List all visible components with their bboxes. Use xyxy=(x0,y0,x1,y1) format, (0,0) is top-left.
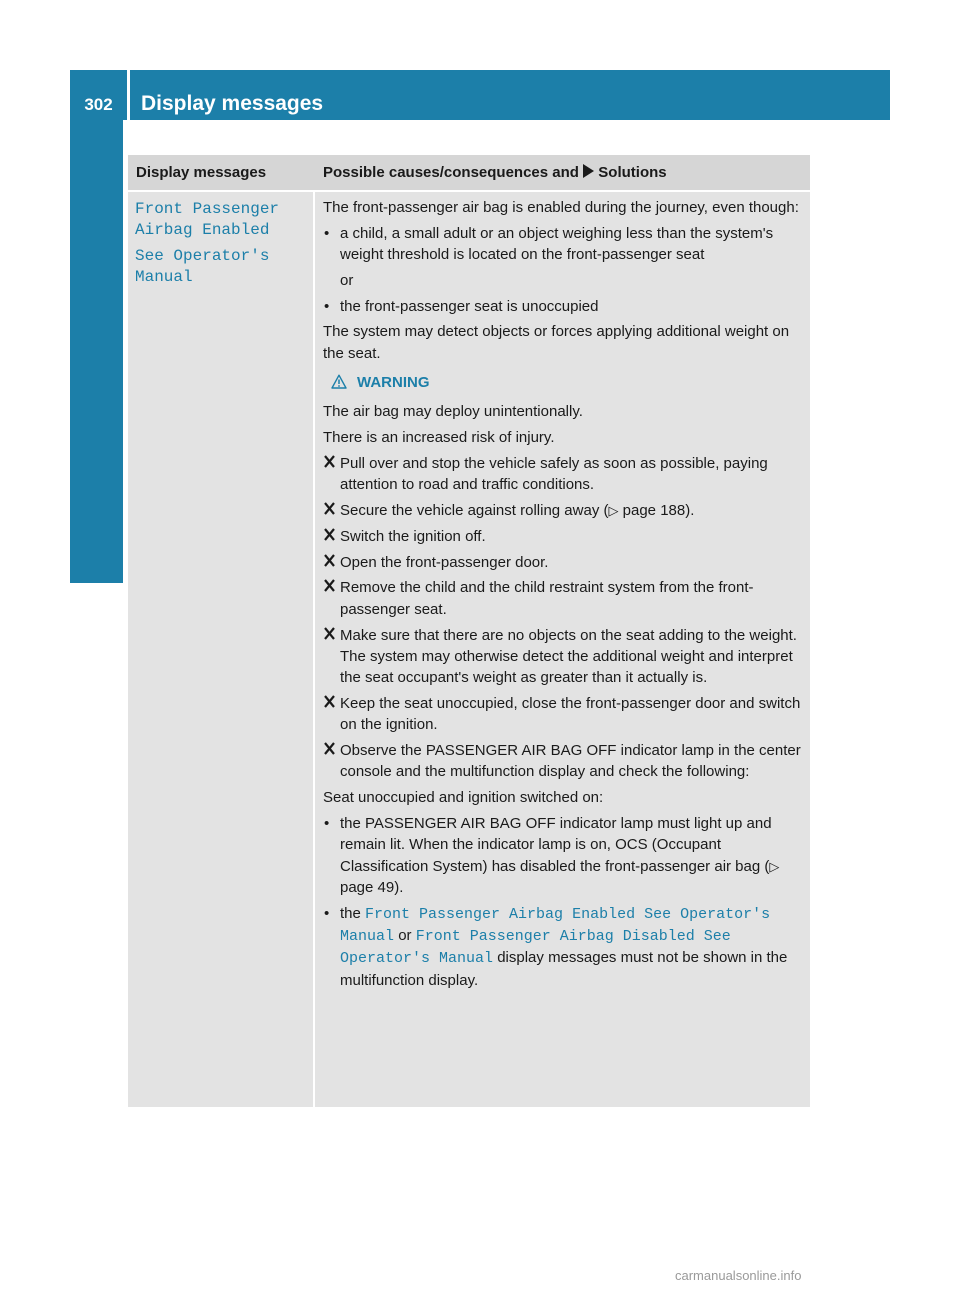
warning-text: The air bag may deploy unintentionally. xyxy=(323,403,583,421)
x-step-icon xyxy=(324,455,335,468)
or-text: or xyxy=(340,271,354,289)
header-divider xyxy=(127,70,130,120)
step-text: Remove the child and the child restraint system from the front-passenger seat. xyxy=(340,579,754,618)
display-messages-table xyxy=(128,155,810,1107)
step-text: Observe the PASSENGER AIR BAG OFF indicator lamp in the center console and the multifunction display and check the following: xyxy=(340,742,801,781)
message-line: See Operator's xyxy=(135,247,270,265)
bullet-item xyxy=(323,903,803,991)
column-header-solutions-text: Solutions xyxy=(598,164,667,181)
step-item xyxy=(323,693,803,736)
display-message-inline: Front Passenger Airbag Enabled See Operator's Manual xyxy=(340,905,771,945)
bullet-icon: • xyxy=(324,224,330,242)
message-line: Front Passenger xyxy=(135,200,280,218)
check-intro: Seat unoccupied and ignition switched on: xyxy=(323,789,604,807)
message-cell xyxy=(128,192,313,1107)
step-text: Open the front-passenger door. xyxy=(340,553,549,571)
table-header-row xyxy=(128,155,810,190)
x-step-icon xyxy=(324,502,335,515)
bullet-text: the front-passenger seat is unoccupied xyxy=(340,297,599,315)
step-item xyxy=(323,552,803,573)
warning-triangle-icon xyxy=(331,374,347,389)
page-reference-link[interactable]: page 49). xyxy=(340,878,404,896)
solutions-cell xyxy=(315,192,810,1107)
page-ref-triangle-icon: ▷ xyxy=(608,503,619,519)
step-item xyxy=(323,500,803,521)
x-step-icon xyxy=(324,579,335,592)
bullet-icon: • xyxy=(324,904,330,922)
warning-text: There is an increased risk of injury. xyxy=(323,429,555,447)
step-text: Secure the vehicle against rolling away ( xyxy=(340,502,609,520)
x-step-icon xyxy=(324,554,335,567)
step-text: Switch the ignition off. xyxy=(340,527,486,545)
warning-heading xyxy=(331,372,803,393)
step-item xyxy=(323,740,803,783)
bullet-text: or xyxy=(398,926,412,944)
bullet-text: display messages must not be shown in the multifunction display. xyxy=(340,949,788,989)
step-note: The system may otherwise detect the additional weight and interpret the seat occupant's weight as greater than it actually is. xyxy=(340,647,793,687)
page-reference-link[interactable]: page 188). xyxy=(622,502,695,520)
watermark: carmanualsonline.info xyxy=(675,1268,802,1283)
bullet-item xyxy=(323,223,803,266)
detect-text: The system may detect objects or forces applying additional weight on the seat. xyxy=(323,323,790,362)
step-item xyxy=(323,453,803,496)
step-text: Make sure that there are no objects on the seat adding to the weight. xyxy=(340,626,797,644)
bullet-icon: • xyxy=(324,297,330,315)
page-title: Display messages xyxy=(141,92,324,115)
step-item xyxy=(323,577,803,620)
message-line: Airbag Enabled xyxy=(135,221,270,239)
x-step-icon xyxy=(324,695,335,708)
bullet-text: the PASSENGER AIR BAG OFF indicator lamp must light up and remain lit. When the indicator lamp is on, OCS (Occupant Classification System) has disabled the front-passenger air bag ( xyxy=(340,814,772,875)
step-text: Pull over and stop the vehicle safely as soon as possible, paying attention to road and traffic conditions. xyxy=(340,454,768,494)
column-header-display-messages: Display messages xyxy=(136,164,267,181)
bullet-item xyxy=(323,813,803,898)
page-header xyxy=(70,70,890,120)
arrow-right-icon xyxy=(583,164,594,178)
step-item xyxy=(323,625,803,689)
warning-label: WARNING xyxy=(357,374,430,392)
x-step-icon xyxy=(324,742,335,755)
page-number: 302 xyxy=(84,95,113,114)
chapter-tab xyxy=(70,120,123,583)
step-text: Keep the seat unoccupied, close the front-passenger door and switch on the ignition. xyxy=(340,694,801,734)
bullet-text: a child, a small adult or an object weighing less than the system's weight threshold is located on the front-passenger seat xyxy=(340,224,774,264)
display-message-text xyxy=(135,199,279,241)
column-header-causes-text: Possible causes/consequences and xyxy=(323,164,579,181)
bullet-text: the xyxy=(340,904,361,922)
bullet-item xyxy=(323,296,803,317)
column-header-causes-solutions xyxy=(323,155,667,190)
step-item xyxy=(323,526,803,547)
message-line: Manual xyxy=(135,268,193,286)
intro-text: The front-passenger air bag is enabled during the journey, even though: xyxy=(323,199,799,216)
x-step-icon xyxy=(324,528,335,541)
solutions-content xyxy=(323,197,803,995)
page-ref-triangle-icon: ▷ xyxy=(769,858,780,874)
display-message-inline: Front Passenger Airbag Disabled See Operator's Manual xyxy=(340,927,731,968)
x-step-icon xyxy=(324,627,335,640)
bullet-icon: • xyxy=(324,814,330,832)
display-message-text xyxy=(135,246,269,288)
